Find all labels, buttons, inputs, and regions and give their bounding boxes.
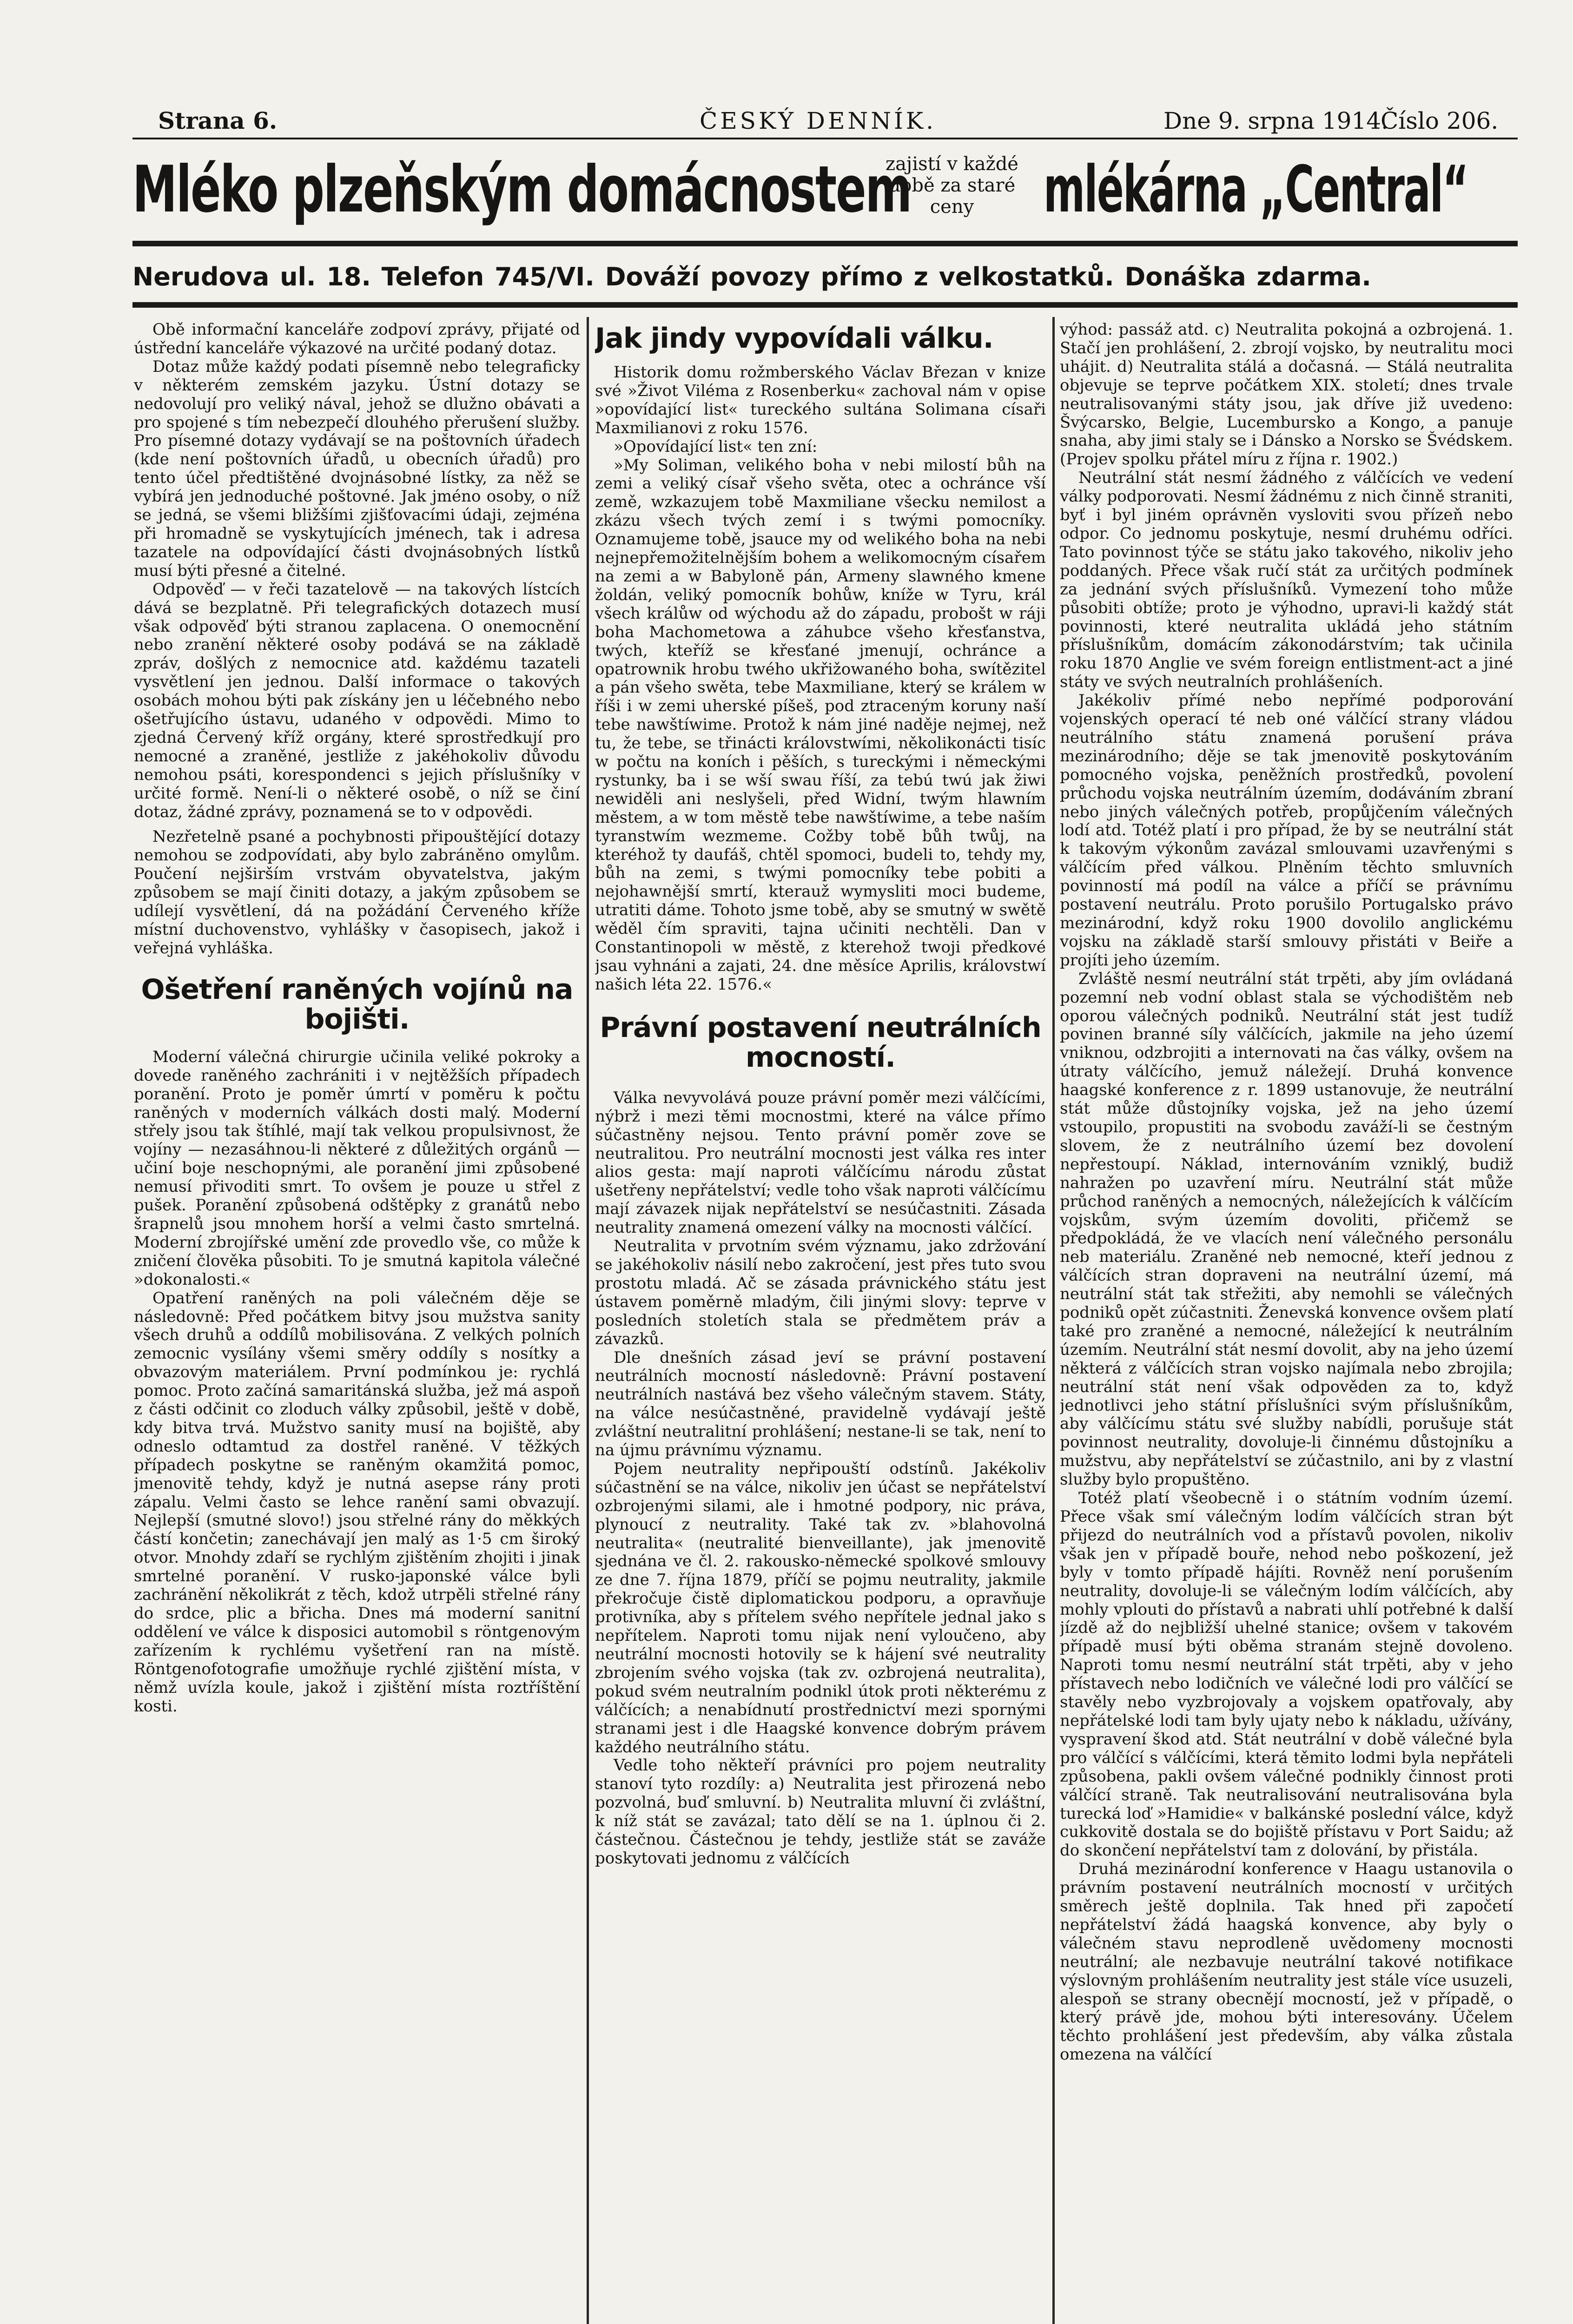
article-paragraph: Moderní válečná chirurgie učinila veliké pokroky a dovede raněného zachrániti i v nejtěžších případech poranění. Proto je poměr úmrtí v poměru k počtu raněných v moderních válkách dosti malý. Moderní střely jsou tak štíhlé, mají tak velkou propulsivnost, že vojíny — nezasáhnou-li některé z důležitých orgánů — učiní boje neschopnými, ale poranění jimi způsobené nemusí přivoditi smrt. To ovšem je pouze u střel z pušek. Poranění způsobená odštěpky z granátů nebo šrapnelů jsou mnohem horší a velmi často smrtelná. Moderní zbrojířské umění zde provedlo vše, co může k zničení člověka působiti. To je smutná kapitola válečné »dokonalosti.« — [134, 1047, 580, 1289]
ad-headline-right: mlékárna „Central“ — [1044, 152, 1468, 227]
article-paragraph: Vedle toho někteří právníci pro pojem neutrality stanoví tyto rozdíly: a) Neutralita jest přirozená nebo pozvolná, buď smluvní. b) Neutralita mluvní či zvláštní, k níž stát se zavázal; tato dělí se na 1. úplnou či 2. částečnou. Částečnou je tehdy, jestliže stát se zaváže poskytovati jednomu z válčících — [595, 1756, 1046, 1868]
article-paragraph: Zvláště nesmí neutrální stát trpěti, aby jím ovládaná pozemní neb vodní oblast stala se východištěm neb oporou válečných podniků. Neutrální stát jest tudíž povinen branné síly válčících, jakmile na jeho území vniknou, odzbrojiti a internovati na čas války, ovšem na útraty válčícího, jemuž náležejí. Druhá konvence haagské konference z r. 1899 ustanovuje, že neutrální stát může důstojníky vojska, jež na jeho území vstoupilo, propustiti na svobodu zaváží-li se čestným slovem, že z neutrálního území bez dovolení nepřestoupí. Náklad, internováním vzniklý, budiž nahražen po uzavření míru. Neutrální stát může průchod raněných a nemocných, náležejících k válčícím vojskům, svým územím dovoliti, přičemž se předpokládá, že ve vlacích není válečného personálu neb materiálu. Zraněné neb nemocné, kteří jednou z válčících stran dopraveni na neutrální území, má neutrální stát tak střežiti, aby nemohli se válečných podniků opět zúčastniti. Ženevská konvence ovšem platí také pro zraněné a nemocné, náležející k neutrálním územím. Neutrální stát nesmí dovolit, aby na jeho území některá z válčících stran vojsko najímala nebo zbrojila; neutrální stát není však odpověden za to, když jednotlivci jeho státní příslušníci svým příslušníkům, aby válčícímu státu své služby nabídli, porušuje stát povinnost neutrality, dovoluje-li činnému důstojníku a mužstvu, aby nepřátelství se zúčastnilo, ani by z vlastní služby bylo propuštěno. — [1060, 969, 1513, 1489]
article-paragraph: Nezřetelně psané a pochybnosti připouštějící dotazy nemohou se zodpovídati, aby bylo zabráněno omylům. Poučení nejširším vrstvám obyvatelstva, jakým způsobem se mají činiti dotazy, a jakým způsobem se udílejí vysvětlení, dá na požádání Červeného kříže místní duchovenstvo, vyhlášky v časopisech, jakož i veřejná vyhláška. — [134, 827, 580, 957]
article-paragraph: Odpověď — v řeči tazatelově — na takových lístcích dává se bezplatně. Při telegrafických dotazech musí však odpověď býti stranou zaplacena. O onemocnění nebo zranění některé osoby podává se na základě zpráv, došlých z nemocnice atd. každému tazateli vysvětlení jen jednou. Další informace o takových osobách mohou býti pak získány jen u léčebného nebo ošetřujícího ústavu, udaného v odpovědi. Mimo to zjedná Červený kříž orgány, které sprostředkují pro nemocné a zraněné, jestliže z jakéhokoliv důvodu nemohou psáti, korespondenci s jejich příslušníky v určité formě. Není-li o některé osobě, o níž se činí dotaz, žádné zprávy, poznamená se to v odpovědi. — [134, 580, 580, 821]
article-paragraph: Opatření raněných na poli válečném děje se následovně: Před počátkem bitvy jsou mužstva sanity všech druhů a oddílů mobilisována. Z velkých polních zemocnic vysílány všemi směry oddíly s nosítky a obvazovým materiálem. První podmínkou je: rychlá pomoc. Proto začíná samaritánská služba, jež má aspoň z části odčinit co zloduch války způsobil, ještě v době, kdy bitva trvá. Mužstvo sanity musí na bojiště, aby odneslo odtamtud za dostřel raněné. V těžkých případech poskytne se raněným okamžitá pomoc, jmenovitě tehdy, když je nutná asepse rány proti zápalu. Velmi často se lehce ranění sami obvazují. Nejlepší (smutné slovo!) jsou střelné rány do měkkých částí končetin; zanechávají jen malý as 1·5 cm široký otvor. Mnohdy zdaří se rychlým zjištěním zhojiti i jinak smrtelné poranění. V rusko-japonské válce byli zachránění několikrát z těch, kdož utrpěli střelné rány do srdce, plic a břicha. Dnes má moderní sanitní oddělení ve válce k disposici automobil s röntgenovým zařízením k rychlému vyšetření ran na místě. Röntgenofotografie umožňuje rychlé zjištění místa, v němž uvízla koule, jakož i zjištění místa roztříštění kosti. — [134, 1288, 580, 1716]
ad-address-line: Nerudova ul. 18. Telefon 745/VI. Dováží povozy přímo z velkostatků. Donáška zdarma. — [132, 262, 1371, 291]
issue-date: Dne 9. srpna 1914. — [1163, 107, 1388, 134]
ad-middle-text: zajistí v každé době za staré ceny — [886, 153, 1018, 218]
column-divider — [1052, 317, 1055, 2324]
article-paragraph: Jakékoliv přímé nebo nepřímé podporování vojenských operací té neb oné válčící strany vládou neutrálního státu znamená porušení práva mezinárodního; děje se tak jmenovitě poskytováním pomocného vojska, peněžních prostředků, povolení průchodu vojska neutrálním územím, dodáváním zbraní nebo jiných válečných potřeb, propůjčením válečných lodí atd. Totéž platí i pro případ, že by se neutrální stát k takovým výkonům zavázal smlouvami uzavřenými s válčícím před válkou. Plněním těchto smluvních povinností má podíl na válce a příčí se právnímu postavení neutrálu. Proto porušilo Portugalsko právo mezinárodní, když roku 1900 dovolilo anglickému vojsku na základě starší smlouvy přistáti v Beiře a projíti jeho územím. — [1060, 691, 1513, 970]
article-paragraph: Dotaz může každý podati písemně nebo telegraficky v některém zemském jazyku. Ústní dotazy se nedovolují pro veliký nával, jehož se dlužno obávati a pro spojené s tím nebezpečí dlouhého přerušení služby. Pro písemné dotazy vydávají se na poštovních úřadech (kde není poštovních úřadů, u obecních úřadů) pro tento účel předtištěné dvojnásobné lístky, za něž se vybírá jen jednoduché poštovné. Jak jméno osoby, o níž se jedná, se všemi bližšími zjišťovacími údaji, zejména při hromadně se vyskytujících jménech, tak i adresa tazatele na odpovídající části dvojnásobných lístků musí býti přesné a čitelné. — [134, 357, 580, 580]
column-3 — [1060, 321, 1513, 2324]
article-paragraph: »My Soliman, velikého boha v nebi milostí bůh na zemi a veliký císař všeho světa, otec a ochránce vší země, wzkazujem tobě Maxmiliane všecku nemilost a zkázu všech tvých zemí i s twými pomocníky. Oznamujeme tobě, jsauce my od welikého boha na nebi nejnepřemožitelnějším bohem a welikomocným císařem na zemi a w Babyloně pán, Armeny slawného kmene žoldán, veliký pomocník bohůw, kníže w Tyru, král všech králůw od wýchodu až do západu, probošt w ráji boha Machometowa a záhubce všeho křesťanstva, twých, kteříž se křesťané jmenují, ochránce a opatrownik hrobu twého ukřižowaného boha, swítězitel a pán všeho swěta, tebe Maxmiliane, který se králem w říši i w zemi uherské píšeš, pod ztraceným koruny naší tebe nawštíwime. Protož k nám jiné naděje nejmej, než tu, že tebe, se třinácti královstwími, několikonácti tisíc w počtu na koních i pěších, s tureckými i německými rystunky, ba i se wší swau říší, za tebú twú jak žiwi newiděli ani neslyšeli, před Widní, twým hlawním městem, a w tom městě tebe nawštíwime, a tebe naším tyranstwím wezmeme. Cožby tobě bůh twůj, na kteréhož ty daufáš, chtěl spomoci, budeli to, tehdy my, bůh na zemi, s twými pomocníky tebe pobiti a nejohawnější smrtí, kterauž wymysliti moci budeme, utratiti dáme. Tohoto jsme tobě, aby se smutný w swětě wěděl čím spraviti, tajna učiniti nechtěli. Dan v Constantinopoli w městě, z kterehož twoji předkové jsau vyhnáni a zajati, 24. dne měsíce Aprilis, královstwí našich léta 22. 1576.« — [595, 456, 1046, 994]
ad-rule-bottom — [132, 302, 1518, 308]
article-paragraph: Historik domu rožmberského Václav Březan v knize své »Život Viléma z Rosenberku« zachoval nám v opise »opovídající list« tureckého sultána Solimana císaři Maxmilianovi z roku 1576. — [595, 363, 1046, 437]
article-paragraph: Válka nevyvolává pouze právní poměr mezi válčícími, nýbrž i mezi těmi mocnostmi, které na válce přímo súčastněny nejsou. Tento právní poměr zove se neutralitou. Pro neutrální mocnosti jest válka res inter alios gesta: mají naproti válčícímu národu zůstat ušetřeny nepřátelství; vedle toho však naproti válčícímu mají závazek nijak nepřátelství se nesúčastniti. Zásada neutrality znamená omezení války na mocnosti válčící. — [595, 1088, 1046, 1237]
article-paragraph: Pojem neutrality nepřipouští odstínů. Jakékoliv súčastnění se na válce, nikoliv jen účast se nepřátelství ozbrojenými silami, ale i hmotné podpory, nic práva, plynoucí z neutrality. Také tak zv. »blahovolná neutralita« (neutralité bienveillante), jak jmenovitě sjednána ve čl. 2. rakousko-německé spolkové smlouvy ze dne 7. října 1879, příčí se pojmu neutrality, jakmile překročuje čistě diplomatickou podporu, a opravňuje protivníka, aby s přítelem svého nepřítele jednal jako s nepřítelem. Naproti tomu nijak není vyloučeno, aby neutrální mocnosti hotovily se k hájení své neutrality zbrojením svého vojska (tak zv. ozbrojená neutralita), pokud svém neutralním podnikl útok proti některému z válčících; a nenabídnutí prostřednictví mezi spornými stranami jest i dle Haagské konvence dobrým právem každého neutrálního státu. — [595, 1459, 1046, 1756]
column-divider — [587, 317, 589, 2324]
article-heading: Právní postavení neutrálních mocností. — [600, 1011, 1041, 1074]
article-paragraph: Druhá mezinárodní konference v Haagu ustanovila o právním postavení neutrálních mocností v určitých směrech ještě doplnila. Tak hned při započetí nepřátelství žádá haagská konvence, aby byly o válečném stavu neprodleně uvědomeny mocnosti neutrální; ale nezbavuje neutrální takové notifikace výslovným prohlášením neutrality jest stále více usuzeli, alespoň se strany obecnějí mocností, jež v případě, o který právě jde, mohou býti interesovány. Účelem těchto prohlášení jest především, aby válka zůstala omezena na válčící — [1060, 1860, 1513, 2064]
page-number: Strana 6. — [158, 107, 278, 134]
article-paragraph: Totéž platí všeobecně i o státním vodním území. Přece však smí válečným lodím válčících stran být přijezd do neutrálních vod a přístavů povolen, nikoliv však jen v případě bouře, nehod nebo poškození, jež byly v tomto případě hájíti. Rovněž není porušením neutrality, dovoluje-li se válečným lodím válčících, aby mohly vplouti do přístavů a nabrati uhlí potřebné k další jízdě až do nejbližší uhelné stanice; ovšem v takovém případě musí býti oběma stranám stejně dovoleno. Naproti tomu nesmí neutrální stát trpěti, aby v jeho přístavech nebo lodičních ve válečné lodi pro válčící se stavěly nebo vyzbrojovaly a vojskem opatřovaly, aby nepřátelské lodi tam byly ujaty nebo k nákladu, užívány, vyspravení škod atd. Stát neutrální v době válečné byla pro válčící s válčícími, která těmito lodmi byla nepřáteli způsobena, pakli ovšem válečné podnikly činnost proti válčící straně. Tak neutralisování neutralisována byla turecká loď »Hamidie« v balkánské poslední válce, když cukkovitě dostala se do bojiště přístavu v Port Saidu; až do skončení nepřátelství tam z dolování, by přistála. — [1060, 1489, 1513, 1860]
article-paragraph: Neutrální stát nesmí žádného z válčících ve vedení války podporovati. Nesmí žádnému z nich činně straniti, byť i byl jiném oprávněn vysloviti svou přízeň nebo odpor. Co jednomu poskytuje, nesmí druhému odříci. Tato povinnost týče se státu jako takového, nikoliv jeho poddaných. Přece však ručí stát za určitých podmínek za jednání svých příslušníků. Vymezení toho může působiti obtíže; proto je výhodno, upravi-li každý stát povinnosti, které neutralita ukládá jeho státním příslušníkům, domácím zákonodárstvím; tak učinila roku 1870 Anglie ve svém foreign entlistment-act a jiné státy ve svých neutralních prohlášeních. — [1060, 469, 1513, 692]
masthead-rule — [132, 138, 1518, 139]
article-paragraph: »Opovídající list« ten zní: — [614, 437, 818, 456]
article-heading: Jak jindy vypovídali válku. — [595, 322, 993, 355]
article-paragraph: Neutralita v prvotním svém významu, jako zdržování se jakéhokoliv násilí nebo zakročení, jest přes tuto svou prostotu mladá. Ač se zásada právnického státu jest ústavem poměrně mladým, čili jinými slovy: teprve v posledních stoletích stala se předmětem práv a závazků. — [595, 1237, 1046, 1348]
article-paragraph: Obě informační kanceláře zodpoví zprávy, přijaté od ústřední kanceláře výkazové na určité podaný dotaz. — [134, 321, 580, 357]
article-paragraph: Dle dnešních zásad jeví se právní postavení neutrálních mocností následovně: Právní postavení neutrálních nastává bez všeho válečným stavem. Státy, na válce nesúčastněné, pravidelně vydávají ještě zvláštní neutralitní prohlášení; nestane-li se tak, není to na újmu právnímu významu. — [595, 1348, 1046, 1460]
column-1 — [134, 321, 580, 2324]
issue-number: Číslo 206. — [1381, 107, 1499, 134]
newspaper-title: ČESKÝ DENNÍK. — [700, 107, 937, 134]
article-heading: Ošetření raněných vojínů na bojišti. — [141, 973, 573, 1036]
column-2 — [595, 321, 1046, 2324]
ad-rule-top — [132, 241, 1518, 246]
article-paragraph: výhod: passáž atd. c) Neutralita pokojná a ozbrojená. 1. Stačí jen prohlášení, 2. zbrojí vojsko, by neutralitu moci uhájit. d) Neutralita stálá a dočasná. — Stálá neutralita objevuje se teprve počátkem XIX. století; dnes trvale neutralisovanými státy jsou, jak dříve již uvedeno: Švýcarsko, Belgie, Lucembursko a Kongo, a panuje snaha, aby jimi staly se i Dánsko a Norsko se Švédskem. (Projev spolku přátel míru z října r. 1902.) — [1060, 321, 1513, 469]
ad-headline-left: Mléko plzeňským domácnostem — [132, 152, 912, 227]
masthead — [158, 106, 1515, 136]
